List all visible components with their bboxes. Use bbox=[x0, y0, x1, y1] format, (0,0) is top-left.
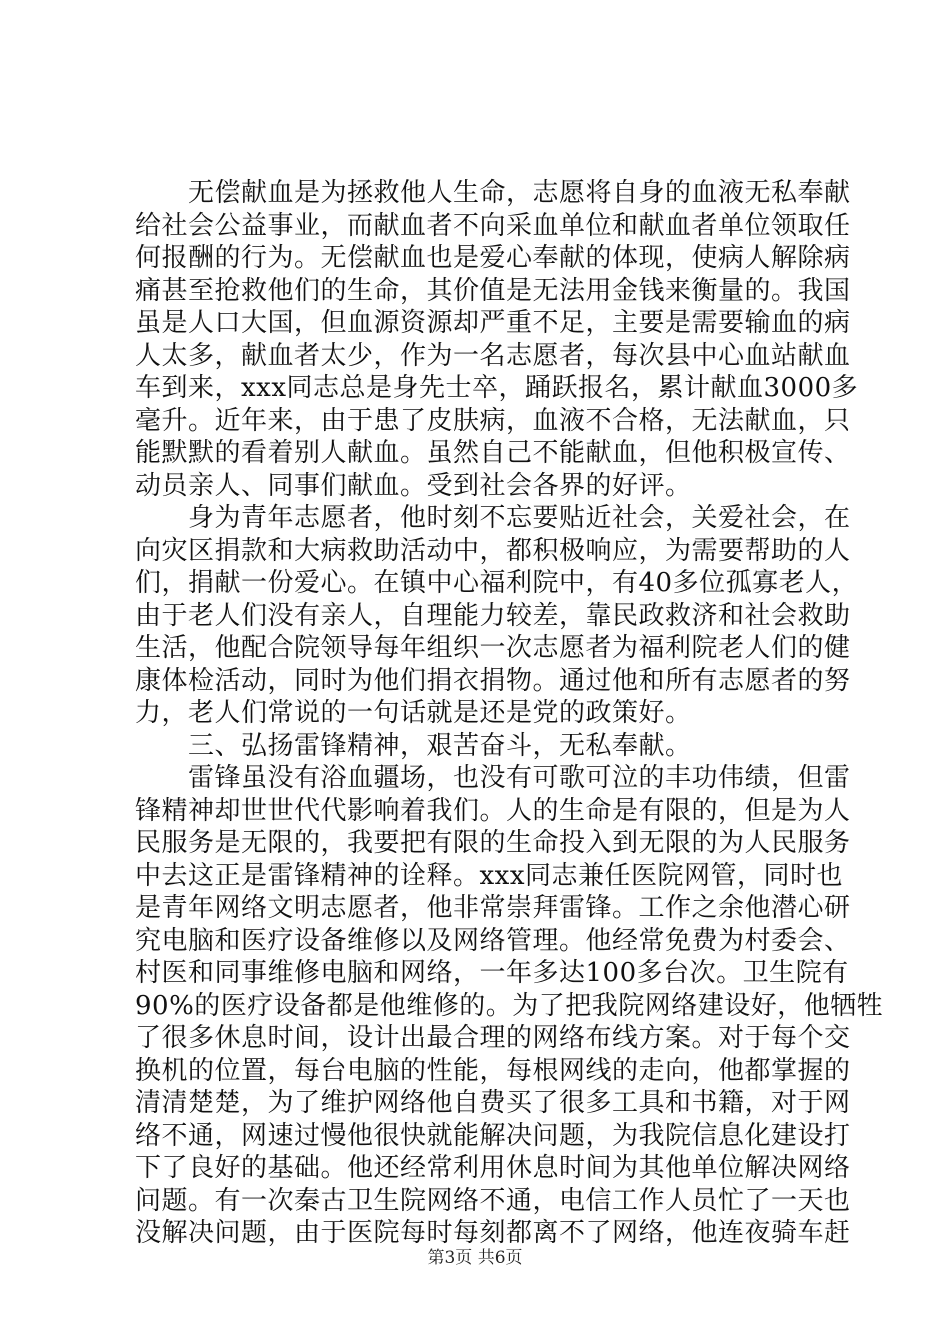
text-line: 换机的位置，每台电脑的性能，每根网线的走向，他都掌握的 bbox=[135, 1055, 851, 1086]
page-footer: 第3页 共6页 bbox=[427, 1248, 523, 1268]
text-line: 民服务是无限的，我要把有限的生命投入到无限的为人民服务 bbox=[135, 828, 851, 858]
text-line: 向灾区捐款和大病救助活动中，都积极响应，为需要帮助的人 bbox=[135, 535, 851, 566]
document-body bbox=[135, 177, 884, 1250]
text-line: 90%的医疗设备都是他维修的。为了把我院网络建设好，他牺牲 bbox=[135, 990, 884, 1021]
text-line: 由于老人们没有亲人，自理能力较差，靠民政救济和社会救助 bbox=[135, 600, 851, 631]
text-line: 何报酬的行为。无偿献血也是爱心奉献的体现，使病人解除病 bbox=[135, 243, 851, 273]
text-line: 络不通，网速过慢他很快就能解决问题，为我院信息化建设打 bbox=[135, 1120, 851, 1151]
text-line: 中去这正是雷锋精神的诠释。xxx同志兼任医院网管，同时也 bbox=[135, 860, 843, 891]
text-line: 康体检活动，同时为他们捐衣捐物。通过他和所有志愿者的努 bbox=[135, 665, 851, 696]
text-line: 生活，他配合院领导每年组织一次志愿者为福利院老人们的健 bbox=[135, 633, 851, 663]
text-line: 人太多，献血者太少，作为一名志愿者，每次县中心血站献血 bbox=[135, 340, 851, 371]
text-line: 清清楚楚，为了维护网络他自费买了很多工具和书籍，对于网 bbox=[135, 1088, 851, 1118]
text-line: 痛甚至抢救他们的生命，其价值是无法用金钱来衡量的。我国 bbox=[135, 275, 851, 306]
text-line: 动员亲人、同事们献血。受到社会各界的好评。 bbox=[135, 470, 692, 501]
text-line: 问题。有一次秦古卫生院网络不通，电信工作人员忙了一天也 bbox=[135, 1185, 851, 1216]
text-line: 力，老人们常说的一句话就是还是党的政策好。 bbox=[135, 698, 692, 728]
text-line: 车到来，xxx同志总是身先士卒，踊跃报名，累计献血3000多 bbox=[135, 373, 859, 403]
text-line: 们，捐献一份爱心。在镇中心福利院中，有40多位孤寡老人， bbox=[135, 568, 859, 598]
text-line: 究电脑和医疗设备维修以及网络管理。他经常免费为村委会、 bbox=[135, 925, 851, 956]
text-line: 村医和同事维修电脑和网络，一年多达100多台次。卫生院有 bbox=[135, 958, 849, 988]
text-line: 能默默的看着别人献血。虽然自己不能献血，但他积极宣传、 bbox=[135, 438, 851, 468]
text-line: 没解决问题，由于医院每时每刻都离不了网络，他连夜骑车赶 bbox=[135, 1218, 851, 1248]
text-line: 锋精神却世世代代影响着我们。人的生命是有限的，但是为人 bbox=[135, 795, 851, 826]
text-line: 虽是人口大国，但血源资源却严重不足，主要是需要输血的病 bbox=[135, 308, 851, 338]
text-line: 是青年网络文明志愿者，他非常崇拜雷锋。工作之余他潜心研 bbox=[135, 893, 851, 923]
text-line: 身为青年志愿者，他时刻不忘要贴近社会，关爱社会，在 bbox=[135, 503, 851, 533]
text-line: 给社会公益事业，而献血者不向采血单位和献血者单位领取任 bbox=[135, 210, 851, 241]
text-line: 了很多休息时间，设计出最合理的网络布线方案。对于每个交 bbox=[135, 1023, 851, 1053]
text-line: 毫升。近年来，由于患了皮肤病，血液不合格，无法献血，只 bbox=[135, 405, 851, 436]
text-line: 无偿献血是为拯救他人生命，志愿将自身的血液无私奉献 bbox=[135, 178, 851, 208]
text-line: 下了良好的基础。他还经常利用休息时间为其他单位解决网络 bbox=[135, 1153, 851, 1183]
text-line: 三、弘扬雷锋精神，艰苦奋斗，无私奉献。 bbox=[135, 730, 692, 761]
text-line: 雷锋虽没有浴血疆场，也没有可歌可泣的丰功伟绩，但雷 bbox=[135, 763, 851, 793]
